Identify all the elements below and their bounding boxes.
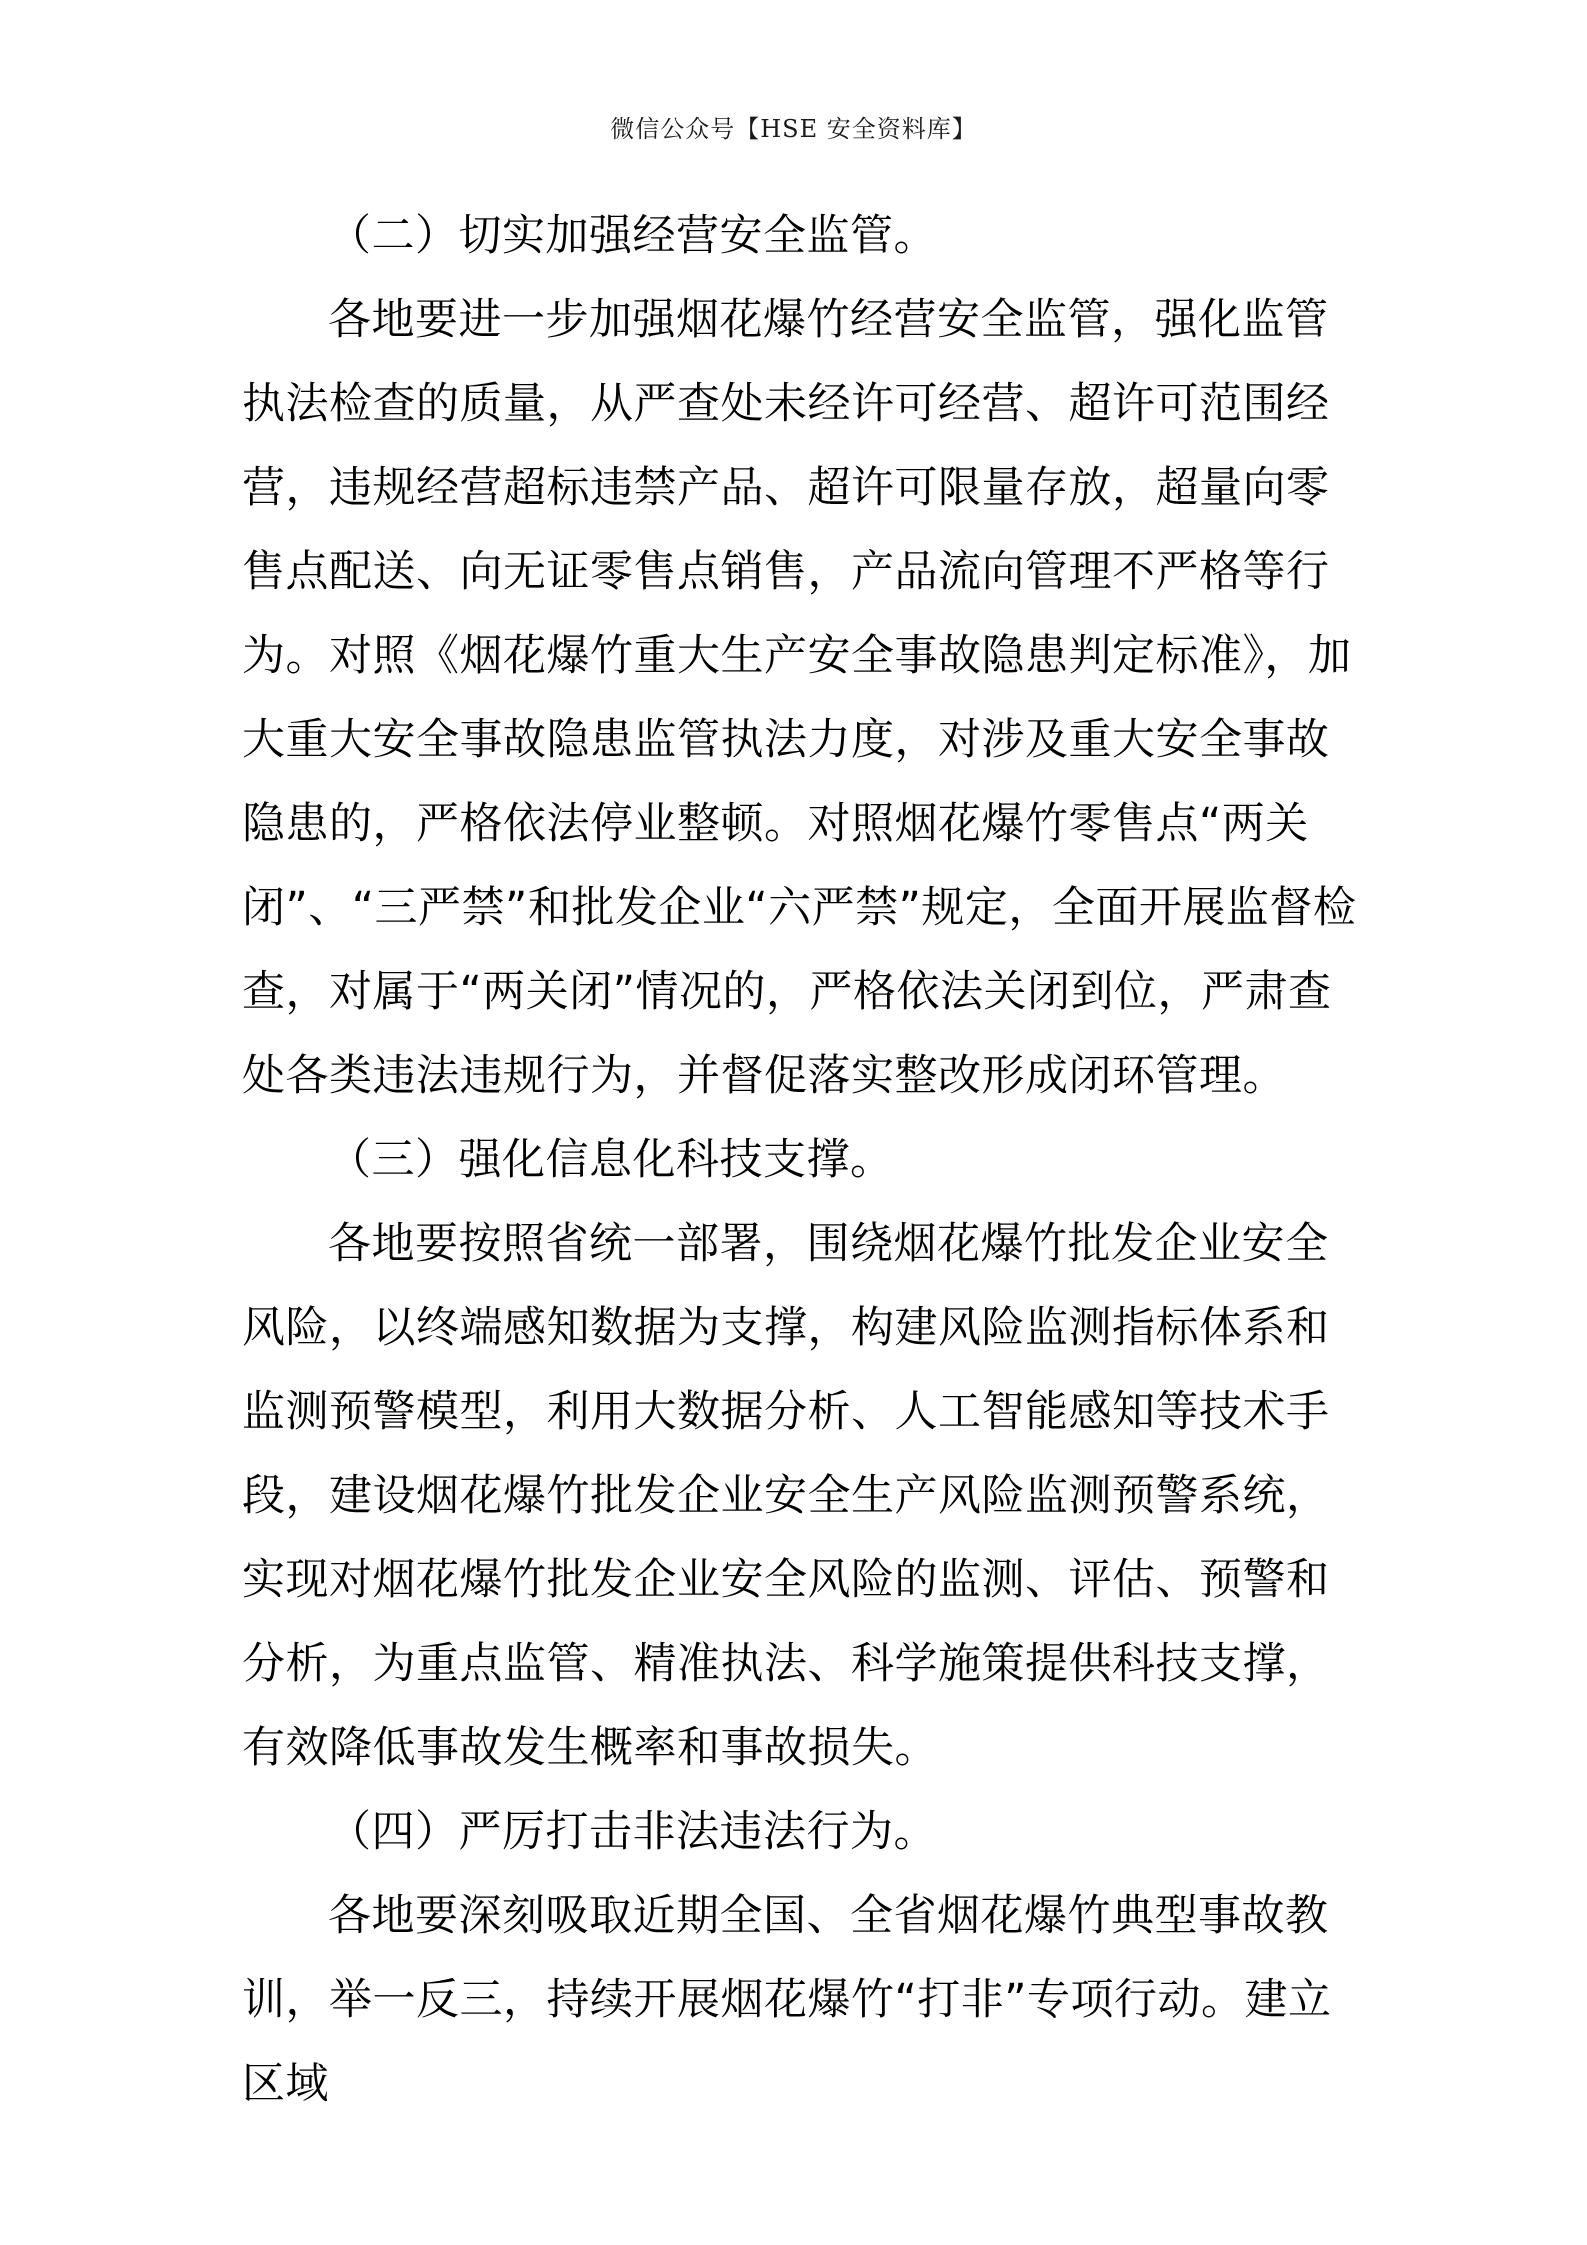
section-heading-4: （四）严厉打击非法违法行为。: [328, 1807, 937, 1857]
document-body: [242, 194, 1360, 2126]
section-paragraph-4: 各地要深刻吸取近期全国、全省烟花爆竹典型事故教训，举一反三，持续开展烟花爆竹“打非”专项行动。建立区域: [242, 1891, 1332, 2109]
watermark-header: 微信公众号【HSE 安全资料库】: [610, 115, 977, 143]
section-paragraph-3: 各地要按照省统一部署，围绕烟花爆竹批发企业安全风险，以终端感知数据为支撑，构建风险监测指标体系和监测预警模型，利用大数据分析、人工智能感知等技术手段，建设烟花爆竹批发企业安全生产风险监测预警系统，实现对烟花爆竹批发企业安全风险的监测、评估、预警和分析，为重点监管、精准执法、科学施策提供科技支撑，有效降低事故发生概率和事故损失。: [242, 1219, 1330, 1773]
section-heading-2: （二）切实加强经营安全监管。: [328, 211, 937, 261]
section-paragraph-2: 各地要进一步加强烟花爆竹经营安全监管，强化监管执法检查的质量，从严查处未经许可经营、超许可范围经营，违规经营超标违禁产品、超许可限量存放，超量向零售点配送、向无证零售点销售，产品流向管理不严格等行为。对照《烟花爆竹重大生产安全事故隐患判定标准》，加大重大安全事故隐患监管执法力度，对涉及重大安全事故隐患的，严格依法停业整顿。对照烟花爆竹零售点“两关闭”、“三严禁”和批发企业“六严禁”规定，全面开展监督检查，对属于“两关闭”情况的，严格依法关闭到位，严肃查处各类违法违规行为，并督促落实整改形成闭环管理。: [242, 295, 1357, 1101]
section-heading-3: （三）强化信息化科技支撑。: [328, 1135, 894, 1185]
